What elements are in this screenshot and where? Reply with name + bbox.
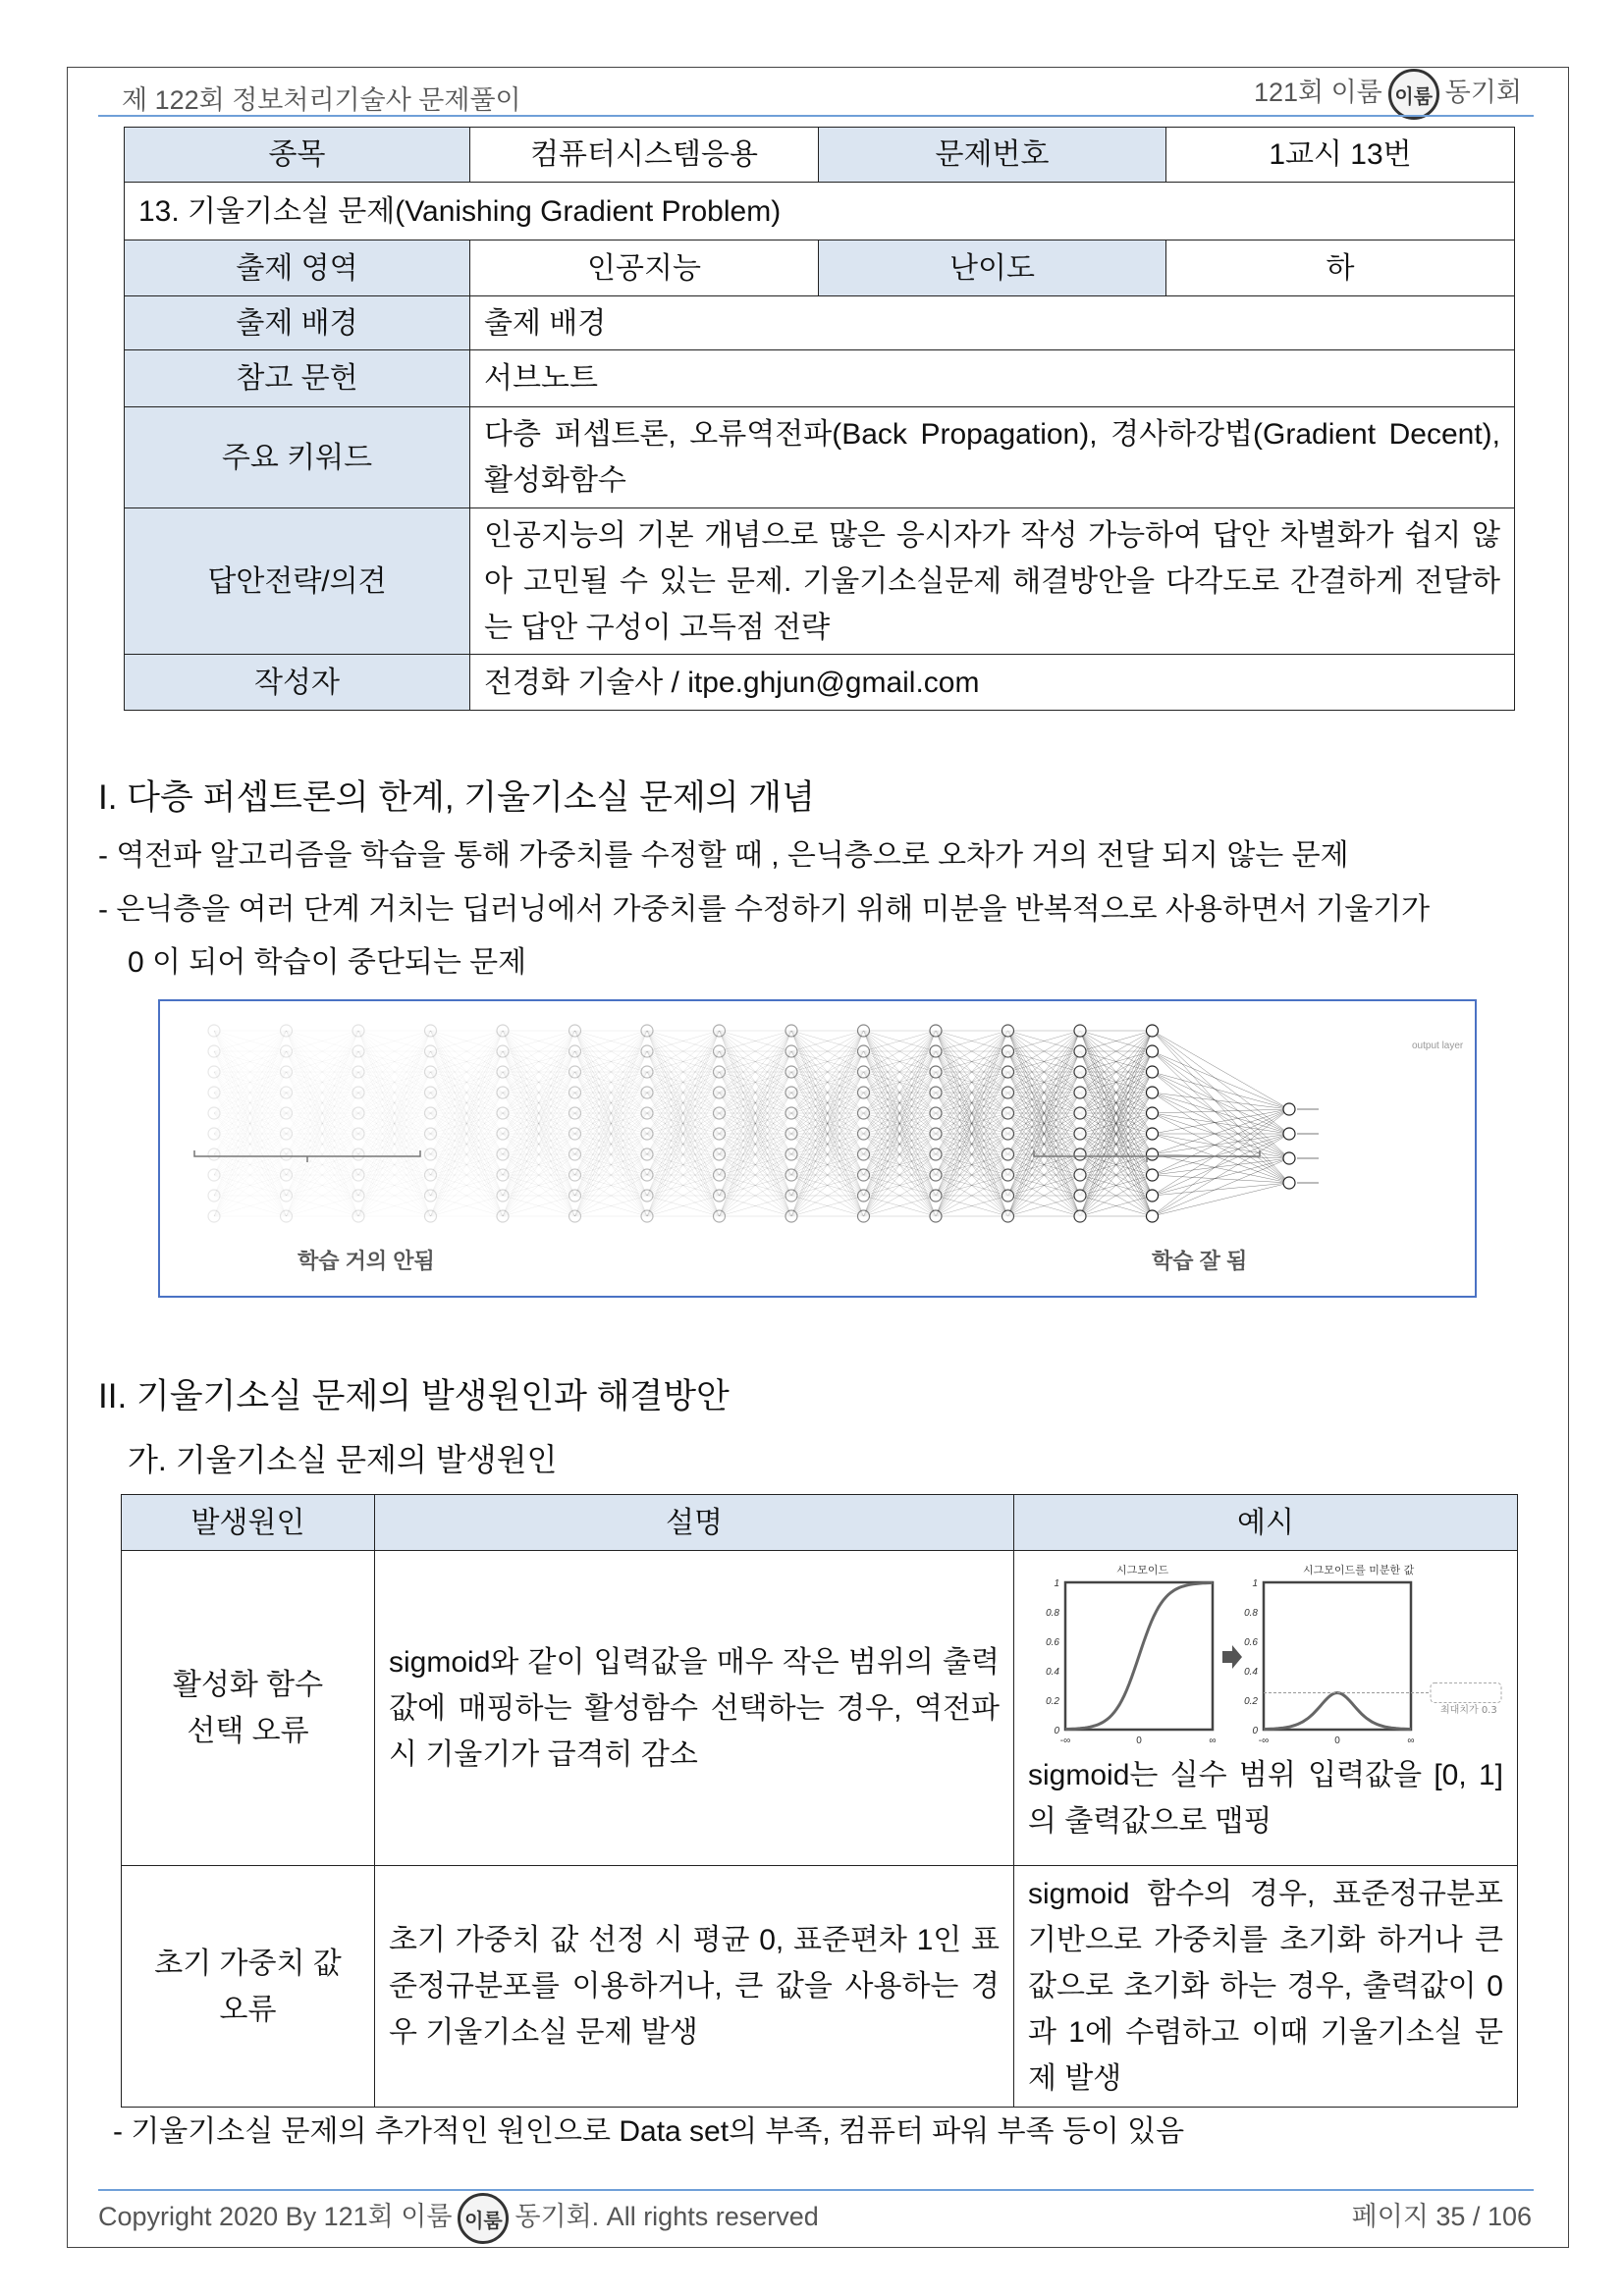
x-tick-label: -∞	[1258, 1735, 1270, 1746]
cause-cell: 활성화 함수 선택 오류	[122, 1551, 375, 1866]
neuron-node	[497, 1148, 509, 1160]
sigmoid-curve	[1065, 1582, 1213, 1729]
neuron-node	[641, 1087, 653, 1098]
neuron-node	[1283, 1128, 1295, 1140]
neuron-node	[352, 1087, 364, 1098]
neuron-node	[1002, 1045, 1014, 1057]
neuron-node	[569, 1148, 581, 1160]
sigmoid-figure	[1028, 1553, 1505, 1764]
neuron-node	[714, 1066, 726, 1078]
neuron-node	[785, 1107, 797, 1119]
neuron-node	[425, 1025, 437, 1037]
qno-value: 1교시 13번	[1166, 128, 1515, 183]
keywords-value: 다층 퍼셉트론, 오류역전파(Back Propagation), 경사하강법(Gradient Decent), 활성화함수	[470, 407, 1515, 508]
neuron-node	[858, 1128, 870, 1140]
neuron-node	[858, 1025, 870, 1037]
sigmoid-derivative-title: 시그모이드를 미분한 값	[1303, 1564, 1415, 1576]
neuron-node	[569, 1169, 581, 1181]
neuron-node	[497, 1066, 509, 1078]
sigmoid-title: 시그모이드	[1116, 1564, 1169, 1576]
neuron-node	[425, 1045, 437, 1057]
neuron-node	[352, 1169, 364, 1181]
y-tick-label: 0.2	[1244, 1696, 1258, 1707]
neuron-node	[208, 1210, 220, 1222]
neuron-node	[1002, 1066, 1014, 1078]
neuron-node	[858, 1148, 870, 1160]
neuron-node	[1074, 1210, 1086, 1222]
neuron-node	[930, 1169, 942, 1181]
section1-title: I. 다층 퍼셉트론의 한계, 기울기소실 문제의 개념	[98, 778, 815, 817]
info-table	[124, 127, 1515, 711]
neuron-node	[1002, 1169, 1014, 1181]
neuron-node	[714, 1045, 726, 1057]
section2-title: II. 기울기소실 문제의 발생원인과 해결방안	[98, 1377, 730, 1415]
section1-bullet-2: - 은닉층을 여러 단계 거치는 딥러닝에서 가중치를 수정하기 위해 미분을 반복적으로 사용하면서 기울기가	[98, 893, 1431, 926]
neuron-node	[569, 1087, 581, 1098]
neuron-node	[281, 1210, 293, 1222]
example-cell	[1014, 1551, 1518, 1866]
neuron-node	[281, 1148, 293, 1160]
x-tick-label: 0	[1136, 1735, 1142, 1746]
network-edges	[214, 1031, 1289, 1216]
derivative-curve	[1264, 1693, 1411, 1730]
neuron-node	[858, 1066, 870, 1078]
copyright-text: Copyright 2020 By 121회 이룸	[98, 2202, 453, 2232]
neuron-node	[930, 1107, 942, 1119]
neuron-node	[1147, 1087, 1159, 1098]
x-tick-label: 0	[1334, 1735, 1340, 1746]
neuron-node	[930, 1087, 942, 1098]
footer-logo-icon: 이룸	[458, 2193, 509, 2244]
neuron-node	[641, 1148, 653, 1160]
annotation-box	[1431, 1683, 1501, 1703]
reference-label: 참고 문헌	[125, 350, 470, 407]
col-header-example: 예시	[1014, 1495, 1518, 1551]
neuron-node	[714, 1169, 726, 1181]
label-poor-learning: 학습 거의 안됨	[298, 1249, 435, 1273]
neuron-node	[858, 1169, 870, 1181]
neuron-node	[569, 1066, 581, 1078]
neuron-node	[641, 1045, 653, 1057]
neuron-node	[858, 1087, 870, 1098]
neuron-node	[930, 1045, 942, 1057]
neuron-node	[1147, 1066, 1159, 1078]
neuron-node	[497, 1045, 509, 1057]
y-tick-label: 1	[1054, 1578, 1059, 1589]
neuron-node	[352, 1045, 364, 1057]
neuron-node	[425, 1210, 437, 1222]
neuron-node	[425, 1128, 437, 1140]
neuron-node	[281, 1045, 293, 1057]
x-tick-label: -∞	[1059, 1735, 1071, 1746]
neuron-node	[208, 1148, 220, 1160]
y-tick-label: 0.2	[1046, 1696, 1059, 1707]
y-tick-label: 0.6	[1244, 1637, 1258, 1648]
neuron-node	[785, 1210, 797, 1222]
qno-label: 문제번호	[819, 128, 1166, 183]
neuron-node	[352, 1025, 364, 1037]
subject-value: 컴퓨터시스템응용	[470, 128, 819, 183]
neuron-node	[352, 1190, 364, 1201]
neuron-node	[1074, 1169, 1086, 1181]
plot-frame	[1264, 1582, 1411, 1730]
neuron-node	[497, 1025, 509, 1037]
arrow-right-icon	[1222, 1645, 1242, 1669]
neuron-node	[930, 1190, 942, 1201]
neuron-node	[1147, 1128, 1159, 1140]
neuron-node	[1283, 1152, 1295, 1164]
neuron-node	[352, 1210, 364, 1222]
neuron-node	[1147, 1107, 1159, 1119]
neuron-node	[1283, 1177, 1295, 1189]
neuron-node	[425, 1066, 437, 1078]
neuron-node	[858, 1190, 870, 1201]
label-good-learning: 학습 잘 됨	[1152, 1249, 1248, 1273]
neuron-node	[497, 1210, 509, 1222]
neuron-node	[930, 1210, 942, 1222]
neuron-node	[714, 1210, 726, 1222]
x-tick-label: ∞	[1407, 1735, 1415, 1746]
y-tick-label: 0	[1252, 1726, 1258, 1736]
neuron-node	[714, 1128, 726, 1140]
neuron-node	[1283, 1103, 1295, 1115]
neuron-node	[858, 1045, 870, 1057]
neuron-node	[1147, 1148, 1159, 1160]
footer-copyright	[98, 2193, 819, 2244]
neuron-node	[497, 1128, 509, 1140]
neuron-node	[281, 1190, 293, 1201]
neuron-node	[208, 1107, 220, 1119]
neuron-node	[641, 1025, 653, 1037]
neuron-node	[785, 1148, 797, 1160]
neuron-node	[569, 1045, 581, 1057]
strategy-label: 답안전략/의견	[125, 508, 470, 655]
neuron-node	[714, 1025, 726, 1037]
y-tick-label: 1	[1252, 1578, 1258, 1589]
neuron-node	[1147, 1045, 1159, 1057]
neuron-node	[1002, 1210, 1014, 1222]
neuron-node	[425, 1107, 437, 1119]
keywords-label: 주요 키워드	[125, 407, 470, 508]
y-tick-label: 0.8	[1244, 1608, 1258, 1619]
neuron-node	[785, 1045, 797, 1057]
neuron-node	[569, 1190, 581, 1201]
y-tick-label: 0.8	[1046, 1608, 1059, 1619]
section2-subtitle: 가. 기울기소실 문제의 발생원인	[128, 1442, 558, 1477]
neuron-node	[425, 1169, 437, 1181]
author-value: 전경화 기술사 / itpe.ghjun@gmail.com	[470, 655, 1515, 711]
header-org: 121회 이룸	[1253, 78, 1382, 108]
y-tick-label: 0.6	[1046, 1637, 1059, 1648]
strategy-value: 인공지능의 기본 개념으로 많은 응시자가 작성 가능하여 답안 차별화가 쉽지 않아 고민될 수 있는 문제. 기울기소실문제 해결방안을 다각도로 간결하게 전달하는 답안 구성이 고득점 전략	[470, 508, 1515, 655]
neuron-node	[352, 1148, 364, 1160]
example-cell: sigmoid 함수의 경우, 표준정규분포 기반으로 가중치를 초기화 하거나 큰 값으로 초기화 하는 경우, 출력값이 0과 1에 수렴하고 이때 기울기소실 문제 발생	[1014, 1866, 1518, 2108]
neuron-node	[1002, 1128, 1014, 1140]
cause-cell: 초기 가중치 값 오류	[122, 1866, 375, 2108]
desc-cell: 초기 가중치 값 선정 시 평균 0, 표준편차 1인 표준정규분포를 이용하거나, 큰 값을 사용하는 경우 기울기소실 문제 발생	[375, 1866, 1014, 2108]
neuron-node	[641, 1210, 653, 1222]
neuron-node	[208, 1087, 220, 1098]
max-annotation: 최대치가 0.3	[1440, 1705, 1497, 1716]
y-tick-label: 0.4	[1046, 1667, 1059, 1678]
neuron-node	[208, 1025, 220, 1037]
neuron-node	[641, 1190, 653, 1201]
neuron-node	[569, 1210, 581, 1222]
example-text: sigmoid는 실수 범위 입력값을 [0, 1]의 출력값으로 맵핑	[1028, 1759, 1503, 1838]
network-figure	[158, 999, 1477, 1298]
neuron-node	[785, 1066, 797, 1078]
neuron-node	[281, 1025, 293, 1037]
neuron-node	[1147, 1169, 1159, 1181]
neuron-node	[1002, 1190, 1014, 1201]
footer-divider	[98, 2189, 1534, 2191]
neuron-node	[930, 1066, 942, 1078]
neuron-node	[1002, 1148, 1014, 1160]
logo-icon: 이룸	[1388, 69, 1439, 120]
neuron-node	[714, 1190, 726, 1201]
reference-value: 서브노트	[470, 350, 1515, 407]
neuron-node	[352, 1128, 364, 1140]
neuron-node	[1002, 1087, 1014, 1098]
question-title: 13. 기울기소실 문제(Vanishing Gradient Problem)	[125, 183, 1515, 240]
section1-bullet-2-cont: 0 이 되어 학습이 중단되는 문제	[128, 946, 527, 979]
neuron-node	[1074, 1025, 1086, 1037]
neuron-node	[1147, 1210, 1159, 1222]
neuron-node	[1074, 1148, 1086, 1160]
neuron-node	[208, 1128, 220, 1140]
neuron-node	[569, 1025, 581, 1037]
neuron-node	[858, 1210, 870, 1222]
neuron-node	[1002, 1025, 1014, 1037]
author-label: 작성자	[125, 655, 470, 711]
neuron-node	[1147, 1025, 1159, 1037]
neuron-node	[425, 1190, 437, 1201]
header-divider	[98, 115, 1534, 117]
header-org-suffix: 동기회	[1444, 78, 1522, 108]
neuron-node	[641, 1107, 653, 1119]
neuron-node	[281, 1169, 293, 1181]
neuron-node	[281, 1087, 293, 1098]
cause-table	[121, 1494, 1518, 2108]
difficulty-label: 난이도	[819, 240, 1166, 296]
neuron-node	[641, 1066, 653, 1078]
neuron-node	[1074, 1190, 1086, 1201]
neuron-node	[1002, 1107, 1014, 1119]
section1-bullet-1: - 역전파 알고리즘을 학습을 통해 가중치를 수정할 때 , 은닉층으로 오차가 거의 전달 되지 않는 문제	[98, 839, 1349, 872]
neuron-node	[497, 1107, 509, 1119]
neuron-node	[208, 1045, 220, 1057]
neuron-node	[1074, 1107, 1086, 1119]
neuron-node	[785, 1128, 797, 1140]
neuron-node	[425, 1148, 437, 1160]
desc-cell: sigmoid와 같이 입력값을 매우 작은 범위의 출력값에 매핑하는 활성함수 선택하는 경우, 역전파시 기울기가 급격히 감소	[375, 1551, 1014, 1866]
neuron-node	[930, 1025, 942, 1037]
neuron-node	[1074, 1066, 1086, 1078]
neuron-node	[497, 1087, 509, 1098]
neuron-node	[1074, 1045, 1086, 1057]
neuron-node	[497, 1190, 509, 1201]
neuron-node	[930, 1148, 942, 1160]
neuron-node	[208, 1169, 220, 1181]
neuron-node	[281, 1066, 293, 1078]
difficulty-value: 하	[1166, 240, 1515, 296]
col-header-cause: 발생원인	[122, 1495, 375, 1551]
neuron-node	[569, 1128, 581, 1140]
page-number: 페이지 35 / 106	[1351, 2202, 1532, 2231]
neuron-node	[714, 1148, 726, 1160]
y-tick-label: 0.4	[1244, 1667, 1258, 1678]
neuron-node	[714, 1107, 726, 1119]
background-label: 출제 배경	[125, 296, 470, 350]
area-value: 인공지능	[470, 240, 819, 296]
label-output-layer: output layer	[1412, 1041, 1464, 1051]
additional-cause-note: - 기울기소실 문제의 추가적인 원인으로 Data set의 부족, 컴퓨터 파워 부족 등이 있음	[113, 2115, 1185, 2148]
neuron-node	[714, 1087, 726, 1098]
header-left: 제 122회 정보처리기술사 문제풀이	[122, 85, 521, 115]
neuron-node	[425, 1087, 437, 1098]
neuron-node	[208, 1066, 220, 1078]
neuron-node	[785, 1087, 797, 1098]
neuron-node	[785, 1169, 797, 1181]
col-header-desc: 설명	[375, 1495, 1014, 1551]
header-right	[1254, 69, 1522, 120]
neuron-node	[1074, 1087, 1086, 1098]
neuron-node	[1147, 1190, 1159, 1201]
neuron-node	[641, 1128, 653, 1140]
neuron-node	[281, 1128, 293, 1140]
neuron-node	[352, 1107, 364, 1119]
neuron-node	[785, 1190, 797, 1201]
area-label: 출제 영역	[125, 240, 470, 296]
neuron-node	[281, 1107, 293, 1119]
background-value: 출제 배경	[470, 296, 1515, 350]
neuron-node	[497, 1169, 509, 1181]
neuron-node	[569, 1107, 581, 1119]
y-tick-label: 0	[1054, 1726, 1059, 1736]
neuron-node	[208, 1190, 220, 1201]
neuron-node	[930, 1128, 942, 1140]
x-tick-label: ∞	[1209, 1735, 1217, 1746]
copyright-suffix: 동기회. All rights reserved	[514, 2202, 819, 2232]
neuron-node	[352, 1066, 364, 1078]
neuron-node	[641, 1169, 653, 1181]
neuron-node	[858, 1107, 870, 1119]
subject-label: 종목	[125, 128, 470, 183]
neuron-node	[785, 1025, 797, 1037]
neuron-node	[1074, 1128, 1086, 1140]
